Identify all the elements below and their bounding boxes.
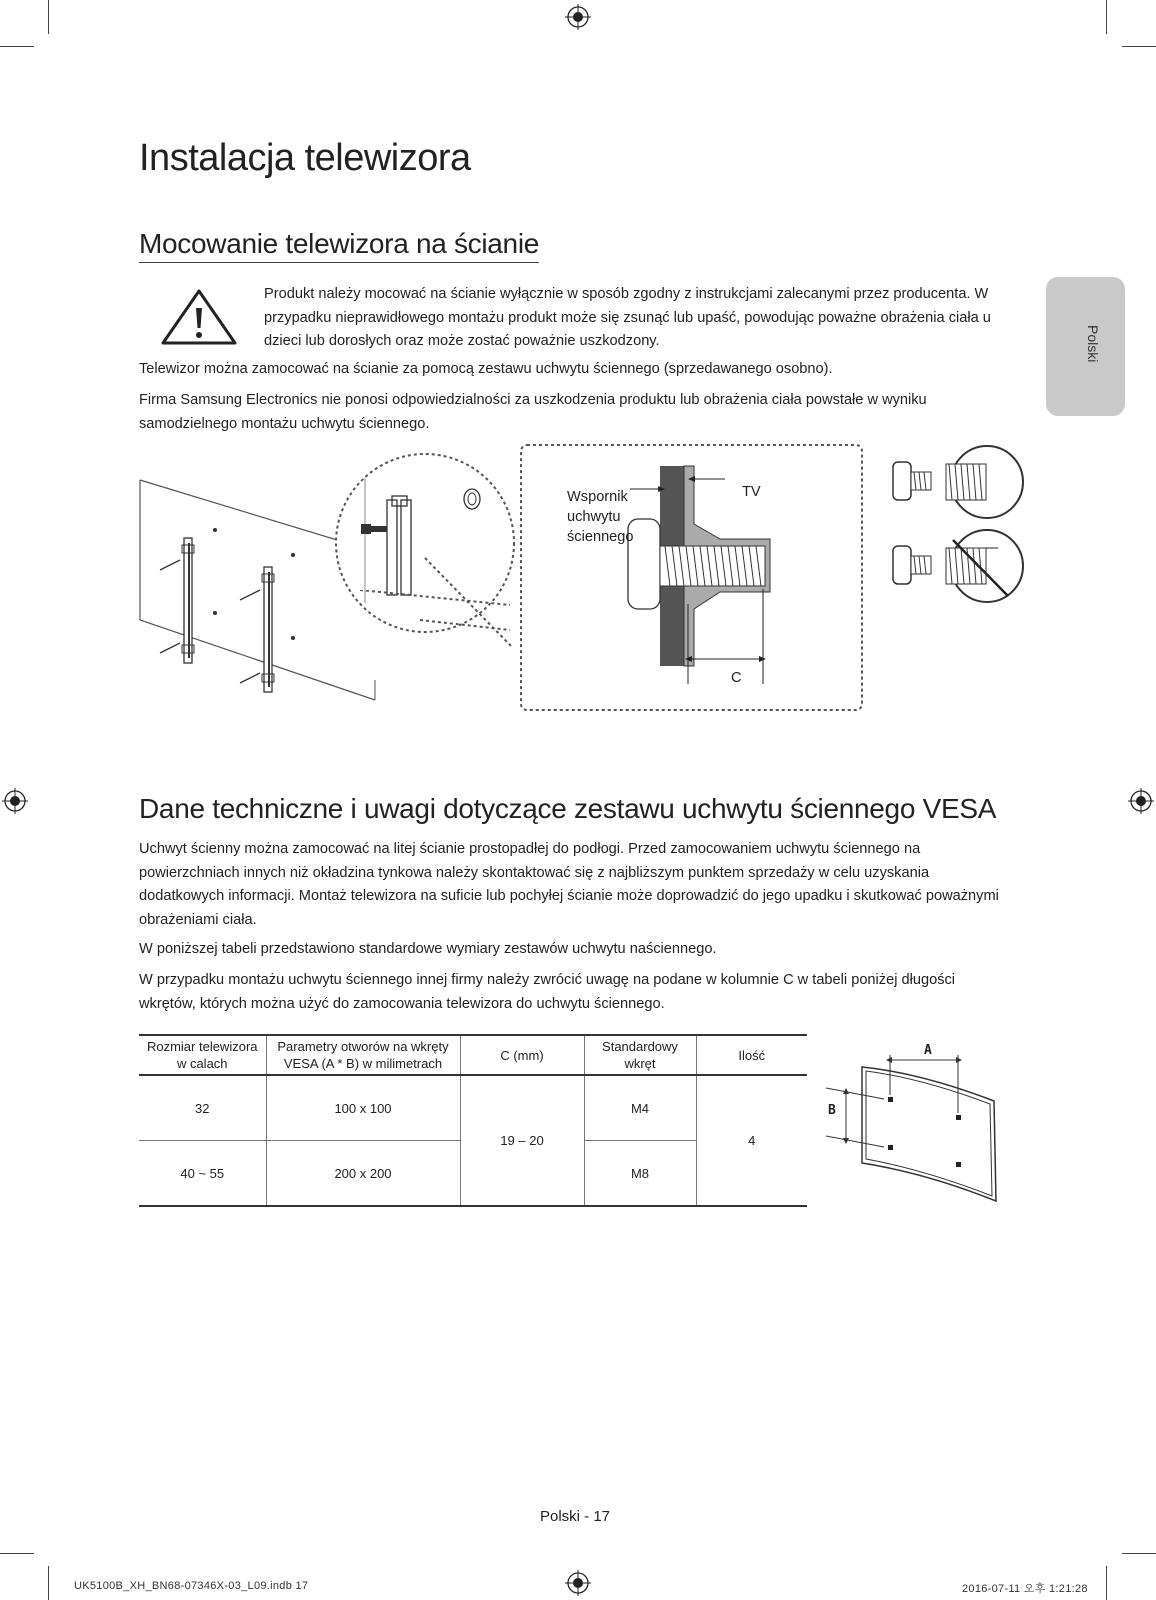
header-screw: Standardowy wkręt bbox=[584, 1035, 696, 1075]
footer-date: 2016-07-11 오후 1:21:28 bbox=[962, 1583, 1088, 1595]
registration-mark-icon bbox=[1128, 788, 1154, 814]
warning-text: Produkt należy mocować na ścianie wyłącznie w sposób zgodny z instrukcjami zalecanymi przez producenta. W przypadku nieprawidłowego montażu produkt może się zsunąć lub upaść, powodując poważne obrażenia ciała u dzieci lub dorosłych oraz może zostać poważnie uszkodzony. bbox=[264, 286, 991, 349]
vesa-paragraph-3: W przypadku montażu uchwytu ściennego innej firmy należy zwrócić uwagę na podane w kolumnie C w tabeli poniżej długości wkrętów, których można użyć do zamocowania telewizora do uchwytu ściennego. bbox=[139, 972, 956, 1012]
bracket-label-line-2: uchwytu bbox=[567, 509, 621, 525]
wall-mount-paragraph: Telewizor można zamocować na ścianie za pomocą zestawu uchwytu ściennego (sprzedawanego osobno). bbox=[139, 361, 833, 377]
vesa-spec-table bbox=[139, 1034, 807, 1207]
warning-icon bbox=[160, 288, 238, 346]
cell-quantity: 4 bbox=[696, 1075, 807, 1206]
cell-screw: M4 bbox=[584, 1075, 696, 1141]
page-number: Polski - 17 bbox=[540, 1508, 611, 1525]
vesa-b-label: B bbox=[828, 1103, 836, 1118]
cross-section-diagram bbox=[520, 444, 863, 711]
crop-mark bbox=[1122, 1553, 1156, 1554]
cell-tv-size: 40 ~ 55 bbox=[139, 1141, 266, 1207]
vesa-paragraph-2: W poniższej tabeli przedstawiono standardowe wymiary zestawów uchwytu naściennego. bbox=[139, 941, 717, 957]
page-title: Instalacja telewizora bbox=[139, 137, 471, 179]
registration-mark-icon bbox=[2, 788, 28, 814]
screw-comparison-illustration bbox=[890, 444, 1030, 614]
cell-c-value: 19 – 20 bbox=[460, 1075, 584, 1206]
bracket-label-line-3: ściennego bbox=[567, 529, 634, 545]
crop-mark bbox=[1122, 46, 1156, 47]
crop-mark bbox=[1106, 1566, 1107, 1600]
vesa-a-label: A bbox=[924, 1043, 932, 1058]
section-heading-wall-mount: Mocowanie telewizora na ścianie bbox=[139, 228, 539, 263]
header-vesa: Parametry otworów na wkręty VESA (A * B) w milimetrach bbox=[266, 1035, 460, 1075]
crop-mark bbox=[48, 1566, 49, 1600]
tv-label: TV bbox=[742, 484, 761, 500]
registration-mark-icon bbox=[565, 4, 591, 30]
vesa-dimension-illustration bbox=[826, 1038, 1006, 1203]
crop-mark bbox=[0, 46, 34, 47]
header-tv-size: Rozmiar telewizora w calach bbox=[139, 1035, 266, 1075]
crop-mark bbox=[0, 1553, 34, 1554]
registration-mark-icon bbox=[565, 1570, 591, 1596]
liability-paragraph: Firma Samsung Electronics nie ponosi odpowiedzialności za uszkodzenia produktu lub obrażenia ciała powstałe w wyniku samodzielnego montażu uchwytu ściennego. bbox=[139, 392, 927, 432]
language-side-tab bbox=[1046, 277, 1125, 416]
table-row bbox=[139, 1075, 807, 1141]
vesa-paragraph-1: Uchwyt ścienny można zamocować na litej ścianie prostopadłej do podłogi. Przed zamocowaniem uchwytu ściennego na powierzchniach innych niż okładzina tynkowa należy skontaktować się z najbliższym punktem sprzedaży w celu uzyskania dodatkowych informacji. Montaż telewizora na suficie lub pochyłej ścianie może doprowadzić do jego upadku i skutkować poważnymi obrażeniami ciała. bbox=[139, 841, 999, 928]
table-header-row bbox=[139, 1035, 807, 1075]
zoom-connector-lines bbox=[360, 590, 530, 710]
cell-vesa: 100 x 100 bbox=[266, 1075, 460, 1141]
cell-tv-size: 32 bbox=[139, 1075, 266, 1141]
c-dimension-label: C bbox=[731, 670, 742, 686]
footer-file-name: UK5100B_XH_BN68-07346X-03_L09.indb 17 bbox=[74, 1580, 309, 1592]
header-quantity: Ilość bbox=[696, 1035, 807, 1075]
crop-mark bbox=[1106, 0, 1107, 34]
language-tab-label: Polski bbox=[1085, 325, 1101, 363]
cell-screw: M8 bbox=[584, 1141, 696, 1207]
cell-vesa: 200 x 200 bbox=[266, 1141, 460, 1207]
header-c: C (mm) bbox=[460, 1035, 584, 1075]
bracket-label-line-1: Wspornik bbox=[567, 489, 628, 505]
section-heading-vesa: Dane techniczne i uwagi dotyczące zestawu uchwytu ściennego VESA bbox=[139, 793, 997, 824]
crop-mark bbox=[48, 0, 49, 34]
